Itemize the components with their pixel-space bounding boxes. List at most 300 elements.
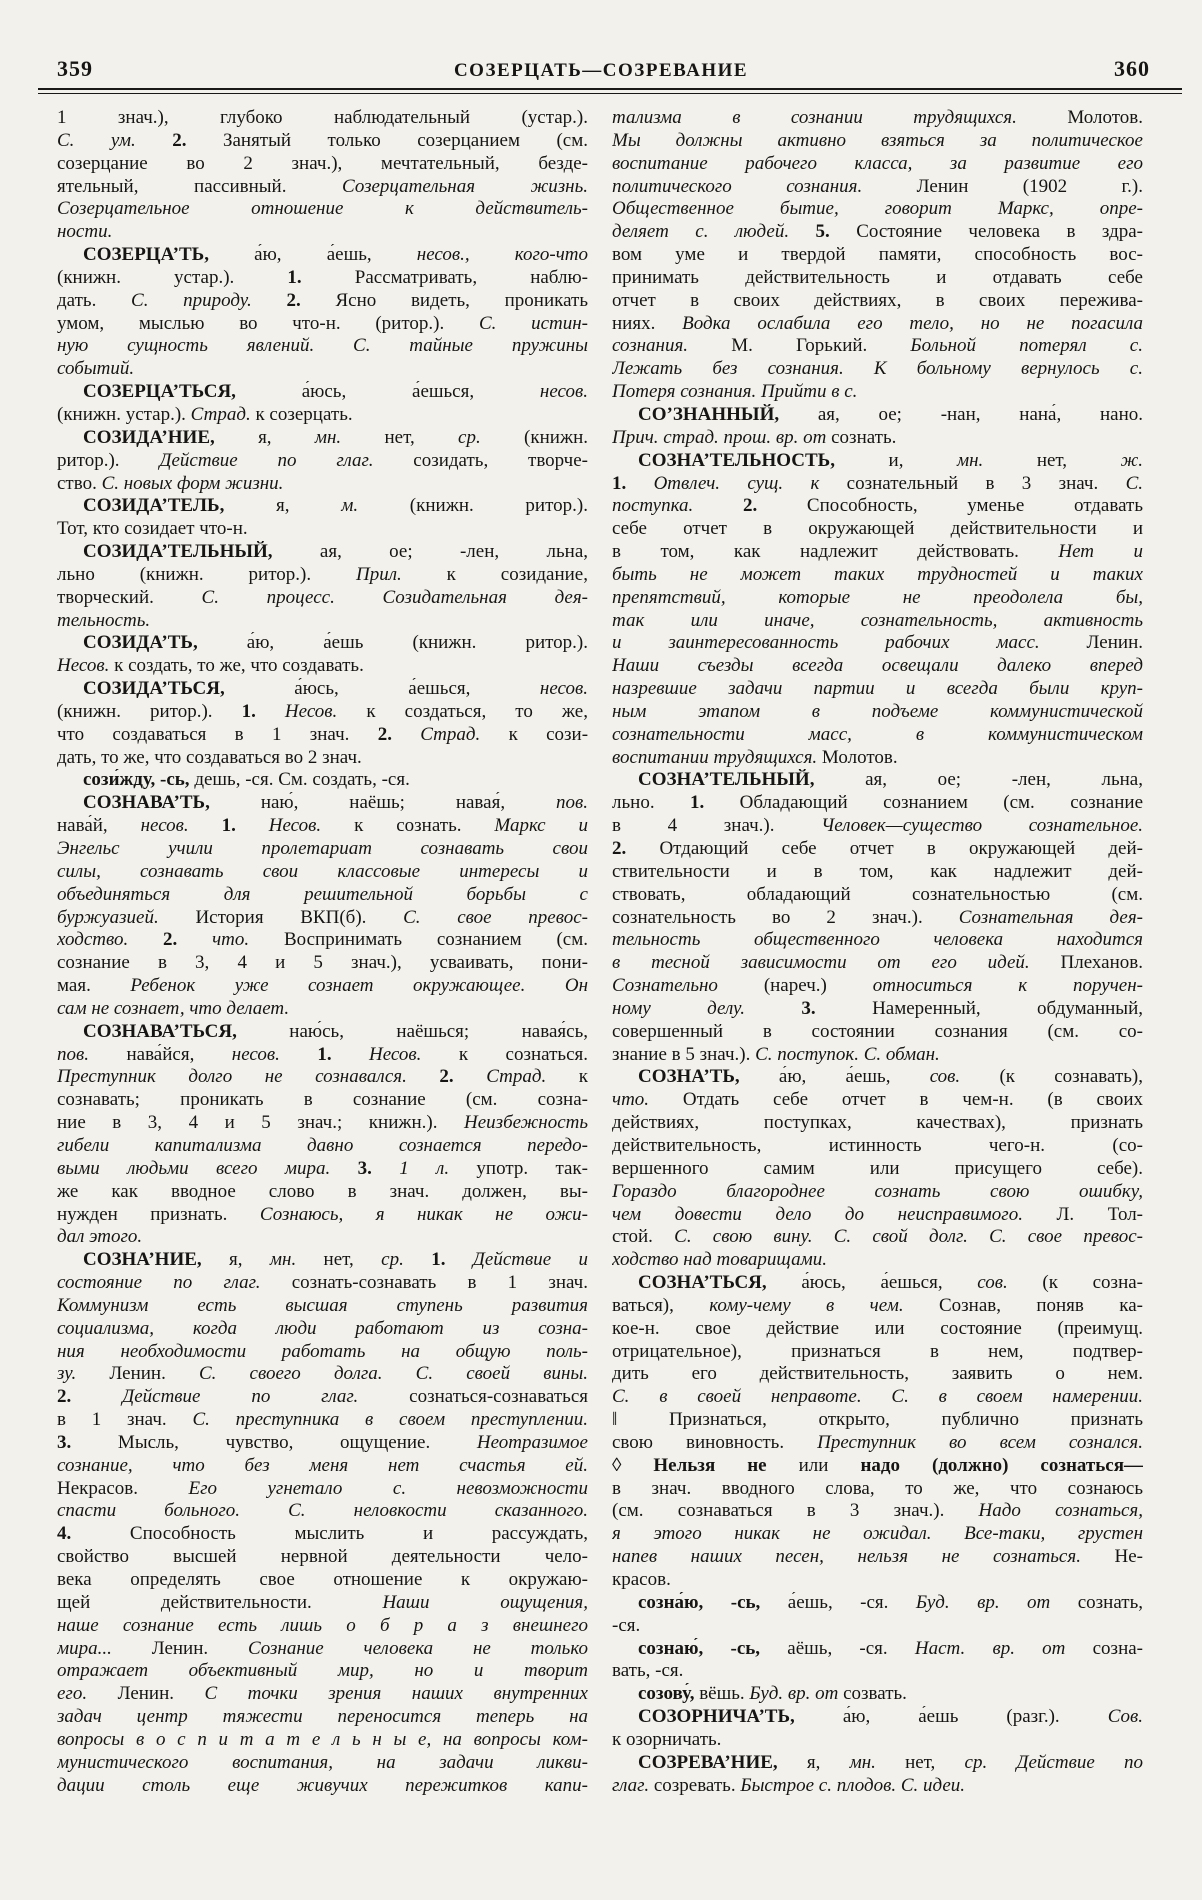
text-line — [612, 1500, 1143, 1523]
text-segment: С. — [1125, 472, 1143, 494]
text-segment: ным этапом в подъеме коммунистической — [612, 700, 1143, 722]
text-segment: Воспринимать сознанием (см. — [283, 929, 588, 951]
text-segment: сов. — [977, 1272, 1043, 1294]
text-line — [57, 907, 588, 930]
text-line — [612, 678, 1143, 701]
text-line — [57, 815, 588, 838]
text-line — [612, 701, 1143, 724]
text-segment: сознания. — [612, 335, 732, 357]
text-line — [57, 1706, 588, 1729]
text-segment: к озорничать. — [612, 1728, 722, 1750]
text-line — [57, 655, 588, 678]
text-segment: несов. — [140, 815, 222, 837]
text-segment: 2. — [57, 1386, 123, 1408]
text-line — [612, 1546, 1143, 1569]
text-segment: вопросы в о с п и т а т е л ь н ы е, на вопросы ком- — [57, 1728, 588, 1750]
text-line — [612, 564, 1143, 587]
text-line — [57, 1295, 588, 1318]
text-line — [612, 1272, 1143, 1295]
text-segment: мира... — [57, 1637, 152, 1659]
text-segment: созревать. — [653, 1774, 741, 1796]
text-segment: 2. — [286, 289, 336, 311]
text-column-right — [612, 107, 1143, 1797]
text-line — [612, 792, 1143, 815]
text-segment: С. новых форм жизни. — [101, 472, 284, 494]
text-segment: действительность, истинность чего-н. (со- — [612, 1134, 1143, 1156]
text-line — [57, 404, 588, 427]
text-segment: деляет с. людей. — [612, 221, 816, 243]
text-line — [612, 1021, 1143, 1044]
text-line — [57, 861, 588, 884]
text-line — [612, 1181, 1143, 1204]
text-line — [612, 1455, 1143, 1478]
text-segment: 3. — [801, 997, 873, 1019]
text-line — [612, 632, 1143, 655]
text-segment: что создаваться в 1 знач. — [57, 723, 378, 745]
text-segment: мунистического воспитания, на задачи ликви- — [57, 1751, 588, 1773]
text-line — [57, 1683, 588, 1706]
text-segment: 2. — [377, 723, 421, 745]
text-segment: щей действительности. — [57, 1591, 383, 1613]
text-segment: мн. — [314, 426, 385, 448]
text-segment: принимать действительность и отдавать себе — [612, 266, 1143, 288]
text-segment: ствовать, обладающий сознательностью (см. — [612, 883, 1143, 905]
text-line — [57, 1432, 588, 1455]
text-line — [612, 221, 1143, 244]
text-segment: льно. — [612, 792, 690, 814]
text-segment: Ребенок уже сознает окружающее. Он — [130, 975, 588, 997]
text-segment: свойство высшей нервной деятельности чело- — [57, 1546, 588, 1568]
text-segment: нава́йся, — [126, 1043, 232, 1065]
text-segment: а́ю, а́ешь, — [254, 244, 417, 266]
text-segment: СОЗНА’ТЕЛЬНЫЙ, — [638, 769, 866, 791]
text-segment: созову́, — [638, 1683, 700, 1705]
text-segment: 3. — [57, 1431, 118, 1453]
text-line — [612, 153, 1143, 176]
text-segment: С. в своей неправоте. С. в своем намерении. — [612, 1386, 1143, 1408]
text-line — [57, 381, 588, 404]
text-segment: я этого никак не ожидал. Все-таки, грустен — [612, 1523, 1143, 1545]
text-segment: политического сознания. — [612, 175, 917, 197]
text-line — [612, 952, 1143, 975]
text-line — [57, 1204, 588, 1227]
text-segment: 2. — [742, 495, 807, 517]
text-segment: ходство над товарищами. — [612, 1249, 828, 1271]
text-segment: а́юсь, а́ешься, — [294, 678, 540, 700]
text-line — [57, 1478, 588, 1501]
text-segment: Некрасов. — [57, 1477, 189, 1499]
text-segment: Созерцательная жизнь. — [342, 175, 588, 197]
text-segment: Наши ощущения, — [382, 1591, 588, 1613]
text-segment: м. — [341, 495, 410, 517]
text-line — [57, 358, 588, 381]
text-segment: к — [578, 1066, 588, 1088]
text-segment: нет, — [323, 1249, 382, 1271]
text-segment: Ленин. — [1086, 632, 1143, 654]
text-segment: Мысль, чувство, ощущение. — [117, 1431, 477, 1453]
text-segment: воспитание рабочего класса, за развитие его — [612, 152, 1143, 174]
text-segment: так или иначе, сознательность, активность — [612, 609, 1143, 631]
text-segment: Надо сознаться, — [978, 1500, 1143, 1522]
text-segment: Действие по глаг. — [159, 449, 414, 471]
text-segment: Состояние человека в здра- — [856, 221, 1143, 243]
text-segment: ж. — [1120, 449, 1143, 471]
text-segment: отражает объективный мир, но и творит — [57, 1660, 588, 1682]
text-line — [612, 404, 1143, 427]
text-line — [57, 130, 588, 153]
text-segment: его. — [57, 1683, 118, 1705]
text-line — [57, 1363, 588, 1386]
text-segment: Действие и — [472, 1249, 588, 1271]
text-segment: чем довести дело до неисправимого. — [612, 1203, 1057, 1225]
text-line — [612, 1638, 1143, 1661]
text-line — [57, 792, 588, 815]
text-segment: к сознаться. — [458, 1043, 588, 1065]
text-segment: вом уме и твердой памяти, способность вос- — [612, 244, 1143, 266]
text-line — [57, 1638, 588, 1661]
text-segment: СОЗНА’НИЕ, — [83, 1249, 230, 1271]
text-segment: ср. Действие по — [964, 1751, 1143, 1773]
text-line — [612, 1318, 1143, 1341]
text-segment: а́юсь, а́ешься, — [301, 381, 540, 403]
text-segment: социализма, когда люди работают из созна- — [57, 1317, 588, 1339]
text-segment: Прич. страд. прош. вр. от — [612, 426, 832, 448]
text-segment: и, — [888, 449, 957, 471]
text-line — [612, 358, 1143, 381]
text-line — [612, 929, 1143, 952]
text-segment: Страд. — [190, 403, 256, 425]
text-segment: свою виновность. — [612, 1431, 818, 1453]
text-segment: созерцание во 2 знач.), мечтательный, безде- — [57, 152, 588, 174]
text-segment: 1 л. — [399, 1157, 477, 1179]
text-line — [57, 290, 588, 313]
text-segment: ая, ое; -лен, льна, — [865, 769, 1143, 791]
text-segment: Молотов. — [821, 746, 898, 768]
text-line — [612, 1341, 1143, 1364]
text-segment: тализма в сознании трудящихся. — [612, 107, 1068, 128]
text-segment: 1. — [221, 815, 269, 837]
text-line — [57, 267, 588, 290]
text-segment: С. истин- — [478, 312, 588, 334]
text-segment: Сознательно — [612, 975, 764, 997]
text-line — [57, 518, 588, 541]
text-line — [57, 610, 588, 633]
text-line — [57, 838, 588, 861]
text-segment: Сов. — [1107, 1706, 1143, 1728]
page-number-left: 359 — [57, 56, 93, 81]
text-line — [612, 747, 1143, 770]
running-head: СОЗЕРЦАТЬ—СОЗРЕВАНИЕ — [453, 60, 749, 81]
text-segment: М. Горький. — [731, 335, 911, 357]
text-segment: событий. — [57, 358, 135, 380]
text-segment: спасти больного. С. неловкости сказанного. — [57, 1500, 588, 1522]
text-segment: к создать, то же, что создавать. — [114, 655, 364, 677]
text-line — [57, 952, 588, 975]
text-segment: СОЗНАВА’ТЬСЯ, — [83, 1020, 290, 1042]
text-segment: Общественное бытие, говорит Маркс, опре- — [612, 198, 1143, 220]
text-segment: Несов. — [57, 655, 115, 677]
text-line — [612, 1706, 1143, 1729]
text-line — [57, 1592, 588, 1615]
text-line — [57, 678, 588, 701]
text-segment: Ясно видеть, проникать — [335, 289, 588, 311]
text-line — [612, 290, 1143, 313]
text-segment: ая, ое; -лен, льна, — [319, 541, 588, 563]
text-line — [612, 884, 1143, 907]
text-segment: ср. — [458, 426, 525, 448]
text-segment: созвать. — [843, 1683, 907, 1705]
text-line — [57, 427, 588, 450]
text-segment: Способность, уменье отдавать — [806, 495, 1143, 517]
text-segment: сознаться-сознаваться — [409, 1386, 588, 1408]
text-line — [612, 1066, 1143, 1089]
text-line — [612, 381, 1143, 404]
text-segment: мая. — [57, 975, 131, 997]
text-segment: Больной потерял с. — [910, 335, 1143, 357]
text-segment: я, — [276, 495, 342, 517]
text-segment: ние в 3, 4 и 5 знач.; книжн.). — [57, 1112, 465, 1134]
text-segment: Молотов. — [1067, 107, 1143, 128]
text-segment: зу. — [57, 1363, 110, 1385]
text-segment: Созерцательное отношение к действитель- — [57, 198, 588, 220]
text-segment: Маркс и — [494, 815, 588, 837]
text-segment: созна́ю, -сь, — [638, 1591, 788, 1613]
text-line — [57, 769, 588, 792]
text-line — [57, 473, 588, 496]
text-segment: ство. — [57, 472, 102, 494]
text-line — [612, 473, 1143, 496]
text-line — [57, 1455, 588, 1478]
text-line — [612, 587, 1143, 610]
text-line — [612, 1432, 1143, 1455]
text-line — [57, 244, 588, 267]
text-segment: к созерцать. — [255, 403, 353, 425]
text-segment: СОЗЕРЦА’ТЬ, — [83, 244, 255, 266]
text-segment: Ленин (1902 г.). — [916, 175, 1143, 197]
text-segment: себе отчет в окружающей действительности и — [612, 518, 1143, 540]
text-segment: мн. — [269, 1249, 324, 1271]
text-segment: Не- — [1114, 1546, 1143, 1568]
text-segment: Отвлеч. сущ. к — [653, 472, 847, 494]
text-segment: гибели капитализма давно сознается передо- — [57, 1134, 588, 1156]
text-segment: несов. — [539, 678, 588, 700]
text-line — [612, 861, 1143, 884]
text-segment: сознательности масс, в коммунистическом — [612, 723, 1143, 745]
text-segment: СОЗНА’ТЬ, — [638, 1066, 779, 1088]
text-line — [57, 1775, 588, 1798]
text-segment: в 4 знач.). — [612, 815, 822, 837]
text-segment: надо (должно) сознаться— — [860, 1454, 1143, 1476]
text-segment: Л. Тол- — [1056, 1203, 1143, 1225]
text-segment: С. преступника в своем преступлении. — [192, 1409, 588, 1431]
text-segment: СОЗИДА’ТЕЛЬ, — [83, 495, 277, 517]
text-segment: объединяться для решительной борьбы с — [57, 883, 588, 905]
text-segment: сознательность во 2 знач.). — [612, 906, 959, 928]
text-line — [57, 1660, 588, 1683]
text-line — [612, 769, 1143, 792]
text-segment: а́ешь, -ся. — [787, 1591, 916, 1613]
text-segment: быть не может таких трудностей и таких — [612, 563, 1143, 585]
text-segment: Отдающий себе отчет в окружающей дей- — [659, 838, 1143, 859]
text-segment: СОЗИДА’ТЬСЯ, — [83, 678, 295, 700]
text-segment: 2. — [163, 929, 213, 951]
text-line — [57, 1135, 588, 1158]
text-segment: СОЗОРНИЧА’ТЬ, — [638, 1706, 843, 1728]
text-segment: Нельзя не — [653, 1454, 799, 1476]
text-segment: Сознание человека не только — [247, 1637, 588, 1659]
text-segment: Страд. — [486, 1066, 579, 1088]
text-line — [612, 1523, 1143, 1546]
text-segment: 2. — [172, 129, 223, 151]
text-line — [612, 815, 1143, 838]
text-line — [57, 450, 588, 473]
text-segment: а́ю, а́ешь (разг.). — [842, 1706, 1108, 1728]
text-segment: Прил. — [355, 563, 447, 585]
text-segment: Буд. вр. от — [915, 1591, 1078, 1613]
text-line — [612, 267, 1143, 290]
text-line — [612, 1569, 1143, 1592]
text-segment: ности. — [57, 221, 113, 243]
header-double-rule — [38, 88, 1182, 94]
text-line — [612, 313, 1143, 336]
text-segment: Преступник долго не сознавался. — [57, 1066, 440, 1088]
text-segment: вершенного самим или присущего себе). — [612, 1157, 1143, 1179]
text-segment: аёшь, -ся. — [787, 1637, 915, 1659]
text-segment: С. свою вину. С. свой долг. С. свое превос- — [674, 1226, 1143, 1248]
text-segment: сов. — [929, 1066, 1000, 1088]
text-segment: СО’ЗНАННЫЙ, — [638, 403, 818, 425]
text-line — [612, 450, 1143, 473]
text-segment: Действие по глаг. — [122, 1386, 410, 1408]
text-line — [612, 1729, 1143, 1752]
text-line — [612, 1615, 1143, 1638]
text-segment: напев наших песен, нельзя не сознаться. — [612, 1546, 1115, 1568]
text-segment: (к сознавать), — [999, 1066, 1143, 1088]
text-segment: умом, мыслью во что-н. (ритор.). — [57, 312, 479, 334]
text-segment: СОЗИДА’НИЕ, — [83, 426, 259, 448]
text-line — [57, 701, 588, 724]
text-segment: С. ум. — [57, 129, 173, 151]
text-segment: (см. сознаваться в 3 знач.). — [612, 1500, 979, 1522]
text-segment: Несов. — [369, 1043, 459, 1065]
text-segment: наю́сь, наёшься; навая́сь, — [289, 1020, 588, 1042]
text-line — [57, 176, 588, 199]
text-segment: или — [798, 1454, 861, 1476]
text-line — [57, 998, 588, 1021]
text-segment: Мы должны активно взяться за политическое — [612, 129, 1143, 151]
text-segment: Его угнетало с. невозможности — [188, 1477, 588, 1499]
text-segment: дал этого. — [57, 1226, 143, 1248]
text-segment: Сознав, поняв ка- — [938, 1294, 1143, 1316]
text-line — [57, 198, 588, 221]
text-segment: Водка ослабила его тело, но не погасила — [682, 312, 1143, 334]
text-segment: несов. — [231, 1043, 318, 1065]
text-segment: Ленин. — [151, 1637, 248, 1659]
text-segment: 2. — [612, 838, 660, 859]
text-line — [612, 1592, 1143, 1615]
text-segment: Быстрое с. плодов. С. идеи. — [740, 1774, 966, 1796]
text-segment: нет, — [1036, 449, 1121, 471]
text-segment: 1. — [241, 700, 285, 722]
text-line — [57, 1112, 588, 1135]
text-line — [612, 998, 1143, 1021]
text-segment: стой. — [612, 1226, 675, 1248]
text-line — [57, 1158, 588, 1181]
text-line — [612, 1112, 1143, 1135]
text-line — [57, 495, 588, 518]
text-segment: силы, сознавать свои классовые интересы и — [57, 860, 588, 882]
text-segment: 5. — [815, 221, 857, 243]
text-line — [57, 884, 588, 907]
text-segment: сознать, — [1077, 1591, 1143, 1613]
text-segment: СОЗНАВА’ТЬ, — [83, 792, 261, 814]
text-segment: Рассматривать, наблю- — [354, 266, 588, 288]
text-segment: буржуазией. — [57, 906, 196, 928]
text-segment: кому-чему в чем. — [709, 1294, 939, 1316]
text-line — [57, 1546, 588, 1569]
text-segment: а́ю, а́ешь, — [778, 1066, 930, 1088]
text-segment: Наши съезды всегда освещали далеко вперед — [612, 655, 1143, 677]
text-line — [57, 153, 588, 176]
text-segment: Энгельс учили пролетариат сознавать свои — [57, 838, 588, 859]
text-segment: мн. — [956, 449, 1037, 471]
text-segment: пов. — [57, 1043, 127, 1065]
text-segment: Плеханов. — [1060, 952, 1143, 974]
text-line — [57, 1226, 588, 1249]
text-line — [612, 198, 1143, 221]
text-line — [57, 335, 588, 358]
text-segment: История ВКП(б). — [195, 906, 404, 928]
text-segment: к сознать. — [354, 815, 495, 837]
text-segment: С. процесс. Созидательная дея- — [201, 586, 588, 608]
text-segment: вёшь. — [699, 1683, 750, 1705]
text-segment: ритор.). — [57, 449, 160, 471]
text-segment: ния необходимости работать на общую поль- — [57, 1340, 588, 1362]
text-segment: СОЗНА’ТЬСЯ, — [638, 1272, 802, 1294]
text-line — [612, 130, 1143, 153]
text-segment: вать, -ся. — [612, 1660, 684, 1682]
text-segment: Тот, кто созидает что-н. — [57, 518, 248, 540]
text-segment: Сознаюсь, я никак не ожи- — [259, 1203, 588, 1225]
text-line — [612, 176, 1143, 199]
text-segment: а́ю, а́ешь (книжн. ритор.). — [246, 632, 588, 654]
text-line — [57, 1021, 588, 1044]
text-line — [57, 1318, 588, 1341]
text-line — [57, 747, 588, 770]
text-line — [612, 838, 1143, 861]
text-segment: нава́й, — [57, 815, 141, 837]
text-segment: сознавать; проникать в сознание (см. созна- — [57, 1089, 588, 1111]
text-segment: отчет в своих действиях, в своих пережива- — [612, 289, 1143, 311]
text-line — [612, 1204, 1143, 1227]
text-segment: в 1 знач. — [57, 1409, 193, 1431]
text-line — [612, 1044, 1143, 1067]
text-segment: 1. — [689, 792, 740, 814]
text-segment: несов., кого-что — [416, 244, 588, 266]
text-line — [612, 541, 1143, 564]
text-segment: 1 знач.), глубоко наблюдательный (устар.). — [57, 107, 588, 128]
text-line — [612, 655, 1143, 678]
text-segment: сози́жду, -сь, — [83, 769, 195, 791]
text-segment: Нет и — [1058, 541, 1143, 563]
text-segment: дать, то же, что создаваться во 2 знач. — [57, 746, 362, 768]
text-segment: назревшие задачи партии и всегда были круп- — [612, 678, 1143, 700]
text-segment: задач центр тяжести переносится теперь на — [57, 1706, 588, 1728]
text-segment: сознаю́, -сь, — [638, 1637, 788, 1659]
text-segment: ниях. — [612, 312, 683, 334]
text-line — [612, 1478, 1143, 1501]
text-segment: Человек—существо сознательное. — [821, 815, 1143, 837]
